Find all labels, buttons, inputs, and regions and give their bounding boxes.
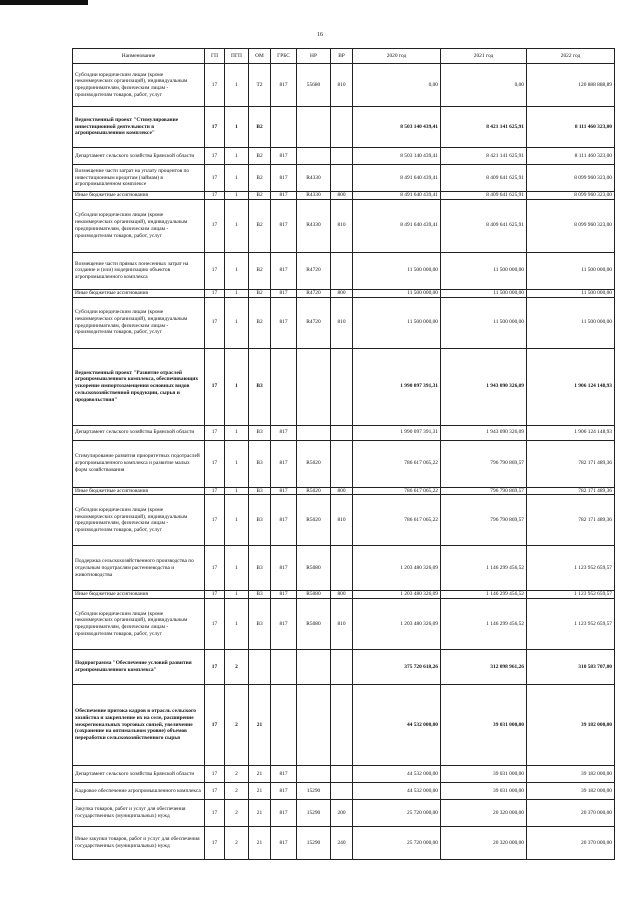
- code-cell: 817: [271, 800, 297, 827]
- code-cell: 817: [271, 148, 297, 165]
- column-header: ОМ: [249, 49, 271, 64]
- table-row: [73, 766, 615, 783]
- code-cell: 817: [271, 591, 297, 599]
- amount-cell: 44 532 000,00: [353, 783, 441, 800]
- table-row: [73, 800, 615, 827]
- amount-cell: 312 098 961,26: [441, 650, 527, 685]
- amount-cell: 25 720 000,00: [353, 827, 441, 860]
- row-name-cell: Субсидии юридическим лицам (кроме некоммерческих организаций), индивидуальным предпринимателям, физическим лицам - производителям товаров, работ, услуг: [73, 599, 205, 650]
- code-cell: 17: [205, 827, 225, 860]
- code-cell: [271, 685, 297, 766]
- code-cell: 1: [225, 107, 249, 148]
- amount-cell: 1 123 952 659,57: [527, 599, 615, 650]
- amount-cell: 1 146 299 456,52: [441, 599, 527, 650]
- code-cell: 17: [205, 64, 225, 107]
- amount-cell: 8 111 460 323,00: [527, 107, 615, 148]
- code-cell: 17: [205, 599, 225, 650]
- amount-cell: 11 500 000,00: [353, 252, 441, 289]
- amount-cell: 1 943 090 326,09: [441, 348, 527, 425]
- code-cell: 817: [271, 827, 297, 860]
- code-cell: R4720: [297, 289, 331, 297]
- table-row: [73, 107, 615, 148]
- code-cell: 17: [205, 252, 225, 289]
- table-header-row: [73, 49, 615, 64]
- code-cell: [331, 783, 353, 800]
- column-header: ГРБС: [271, 49, 297, 64]
- amount-cell: 796 790 869,57: [441, 440, 527, 487]
- code-cell: 817: [271, 64, 297, 107]
- column-header: НР: [297, 49, 331, 64]
- code-cell: 1: [225, 199, 249, 252]
- table-row: [73, 827, 615, 860]
- row-name-cell: Департамент сельского хозяйства Брянской области: [73, 425, 205, 440]
- row-name-cell: Субсидии юридическим лицам (кроме некоммерческих организаций), индивидуальным предпринимателям, физическим лицам - производителям товаров, работ, услуг: [73, 495, 205, 546]
- code-cell: В2: [249, 165, 271, 192]
- code-cell: 817: [271, 766, 297, 783]
- code-cell: 17: [205, 685, 225, 766]
- amount-cell: 20 320 000,00: [441, 827, 527, 860]
- code-cell: 21: [249, 800, 271, 827]
- code-cell: 817: [271, 440, 297, 487]
- code-cell: В2: [249, 297, 271, 348]
- code-cell: 17: [205, 766, 225, 783]
- row-name-cell: Иные бюджетные ассигнования: [73, 487, 205, 495]
- code-cell: 800: [331, 289, 353, 297]
- code-cell: 817: [271, 192, 297, 200]
- column-header: Наименование: [73, 49, 205, 64]
- table-row: [73, 348, 615, 425]
- table-row: [73, 599, 615, 650]
- code-cell: 1: [225, 440, 249, 487]
- code-cell: 817: [271, 783, 297, 800]
- table-row: [73, 297, 615, 348]
- code-cell: 810: [331, 199, 353, 252]
- code-cell: В2: [249, 107, 271, 148]
- code-cell: 17: [205, 440, 225, 487]
- code-cell: R5080: [297, 599, 331, 650]
- code-cell: 15290: [297, 800, 331, 827]
- code-cell: [297, 766, 331, 783]
- code-cell: 1: [225, 599, 249, 650]
- code-cell: 17: [205, 297, 225, 348]
- table-row: [73, 546, 615, 591]
- table-row: [73, 252, 615, 289]
- amount-cell: 782 171 489,36: [527, 487, 615, 495]
- amount-cell: 39 031 000,00: [441, 783, 527, 800]
- amount-cell: 20 320 000,00: [441, 800, 527, 827]
- amount-cell: 0,00: [441, 64, 527, 107]
- code-cell: 817: [271, 425, 297, 440]
- amount-cell: 8 111 460 323,00: [527, 148, 615, 165]
- amount-cell: 11 500 000,00: [527, 252, 615, 289]
- amount-cell: 39 031 000,00: [441, 685, 527, 766]
- amount-cell: 8 491 640 439,41: [353, 165, 441, 192]
- code-cell: 1: [225, 252, 249, 289]
- amount-cell: 1 123 952 659,57: [527, 591, 615, 599]
- code-cell: [271, 348, 297, 425]
- row-name-cell: Возмещение части затрат на уплату процентов по инвестиционным кредитам (займам) в агропромышленном комплексе: [73, 165, 205, 192]
- code-cell: 1: [225, 348, 249, 425]
- code-cell: [331, 165, 353, 192]
- code-cell: В2: [249, 148, 271, 165]
- amount-cell: 11 500 000,00: [527, 297, 615, 348]
- code-cell: [331, 440, 353, 487]
- code-cell: 2: [225, 783, 249, 800]
- row-name-cell: Иные бюджетные ассигнования: [73, 289, 205, 297]
- code-cell: 2: [225, 650, 249, 685]
- code-cell: [331, 148, 353, 165]
- code-cell: [331, 766, 353, 783]
- amount-cell: 20 370 000,00: [527, 800, 615, 827]
- row-name-cell: Субсидии юридическим лицам (кроме некоммерческих организаций), индивидуальным предпринимателям, физическим лицам - производителям товаров, работ, услуг: [73, 297, 205, 348]
- amount-cell: 8 503 140 439,41: [353, 148, 441, 165]
- table-row: [73, 289, 615, 297]
- code-cell: В3: [249, 425, 271, 440]
- row-name-cell: Департамент сельского хозяйства Брянской области: [73, 766, 205, 783]
- code-cell: 2: [225, 800, 249, 827]
- code-cell: R4330: [297, 192, 331, 200]
- amount-cell: 1 990 097 391,31: [353, 348, 441, 425]
- code-cell: 817: [271, 165, 297, 192]
- code-cell: 21: [249, 827, 271, 860]
- table-row: [73, 64, 615, 107]
- code-cell: 817: [271, 252, 297, 289]
- code-cell: 55680: [297, 64, 331, 107]
- amount-cell: 39 182 000,00: [527, 766, 615, 783]
- amount-cell: 1 990 097 391,31: [353, 425, 441, 440]
- code-cell: [331, 252, 353, 289]
- code-cell: 810: [331, 599, 353, 650]
- row-name-cell: Поддержка сельскохозяйственного производства по отдельным подотраслям растениеводства и животноводства: [73, 546, 205, 591]
- code-cell: 17: [205, 348, 225, 425]
- amount-cell: 120 888 888,89: [527, 64, 615, 107]
- amount-cell: 20 370 000,00: [527, 827, 615, 860]
- amount-cell: 11 500 000,00: [527, 289, 615, 297]
- code-cell: 17: [205, 800, 225, 827]
- amount-cell: 8 099 960 323,00: [527, 199, 615, 252]
- amount-cell: 786 617 065,22: [353, 495, 441, 546]
- code-cell: 817: [271, 199, 297, 252]
- amount-cell: 8 099 960 323,00: [527, 165, 615, 192]
- code-cell: В3: [249, 487, 271, 495]
- code-cell: 17: [205, 591, 225, 599]
- code-cell: 240: [331, 827, 353, 860]
- amount-cell: 8 491 640 439,41: [353, 199, 441, 252]
- code-cell: 817: [271, 599, 297, 650]
- code-cell: 817: [271, 495, 297, 546]
- code-cell: 1: [225, 425, 249, 440]
- code-cell: 21: [249, 685, 271, 766]
- table-row: [73, 192, 615, 200]
- code-cell: [297, 107, 331, 148]
- amount-cell: 796 790 869,57: [441, 487, 527, 495]
- code-cell: 800: [331, 192, 353, 200]
- table-row: [73, 165, 615, 192]
- amount-cell: 796 790 869,57: [441, 495, 527, 546]
- code-cell: 1: [225, 297, 249, 348]
- amount-cell: 1 203 480 326,09: [353, 546, 441, 591]
- code-cell: В2: [249, 199, 271, 252]
- amount-cell: 11 500 000,00: [441, 297, 527, 348]
- amount-cell: 786 617 065,22: [353, 487, 441, 495]
- code-cell: 17: [205, 192, 225, 200]
- code-cell: 17: [205, 487, 225, 495]
- budget-table: [72, 48, 615, 860]
- code-cell: 1: [225, 546, 249, 591]
- code-cell: 17: [205, 199, 225, 252]
- amount-cell: 44 532 000,00: [353, 685, 441, 766]
- amount-cell: 11 500 000,00: [441, 252, 527, 289]
- table-row: [73, 487, 615, 495]
- code-cell: 17: [205, 107, 225, 148]
- amount-cell: 1 203 480 326,09: [353, 599, 441, 650]
- table-row: [73, 591, 615, 599]
- row-name-cell: Закупка товаров, работ и услуг для обеспечения государственных (муниципальных) нужд: [73, 800, 205, 827]
- code-cell: 1: [225, 591, 249, 599]
- code-cell: [297, 425, 331, 440]
- table-row: [73, 495, 615, 546]
- table-row: [73, 199, 615, 252]
- code-cell: [271, 107, 297, 148]
- row-name-cell: Субсидии юридическим лицам (кроме некоммерческих организаций), индивидуальным предпринимателям, физическим лицам - производителям товаров, работ, услуг: [73, 64, 205, 107]
- amount-cell: 1 906 124 148,93: [527, 425, 615, 440]
- code-cell: R5020: [297, 440, 331, 487]
- amount-cell: 1 906 124 148,93: [527, 348, 615, 425]
- code-cell: R4330: [297, 165, 331, 192]
- top-edge-bar: [0, 0, 88, 5]
- amount-cell: 782 171 489,36: [527, 440, 615, 487]
- code-cell: 1: [225, 495, 249, 546]
- code-cell: 17: [205, 495, 225, 546]
- table-row: [73, 148, 615, 165]
- code-cell: 2: [225, 685, 249, 766]
- amount-cell: 8 491 640 439,41: [353, 192, 441, 200]
- column-header: 2020 год: [353, 49, 441, 64]
- amount-cell: 39 182 000,00: [527, 783, 615, 800]
- code-cell: 1: [225, 64, 249, 107]
- amount-cell: 25 720 000,00: [353, 800, 441, 827]
- code-cell: 21: [249, 766, 271, 783]
- amount-cell: 0,00: [353, 64, 441, 107]
- page-number: 16: [317, 32, 323, 38]
- row-name-cell: Иные закупки товаров, работ и услуг для обеспечения государственных (муниципальных) нужд: [73, 827, 205, 860]
- code-cell: 817: [271, 289, 297, 297]
- code-cell: 1: [225, 165, 249, 192]
- code-cell: 17: [205, 546, 225, 591]
- code-cell: 17: [205, 783, 225, 800]
- code-cell: 800: [331, 487, 353, 495]
- code-cell: В2: [249, 192, 271, 200]
- row-name-cell: Департамент сельского хозяйства Брянской области: [73, 148, 205, 165]
- row-name-cell: Иные бюджетные ассигнования: [73, 591, 205, 599]
- amount-cell: 8 421 141 625,91: [441, 148, 527, 165]
- amount-cell: 8 099 960 323,00: [527, 192, 615, 200]
- table-row: [73, 783, 615, 800]
- amount-cell: 310 583 707,00: [527, 650, 615, 685]
- code-cell: 17: [205, 650, 225, 685]
- amount-cell: 11 500 000,00: [353, 297, 441, 348]
- code-cell: В3: [249, 599, 271, 650]
- code-cell: R5020: [297, 495, 331, 546]
- amount-cell: 8 409 641 625,91: [441, 192, 527, 200]
- code-cell: [331, 650, 353, 685]
- code-cell: В3: [249, 546, 271, 591]
- code-cell: R5080: [297, 591, 331, 599]
- amount-cell: 375 720 618,26: [353, 650, 441, 685]
- amount-cell: 11 500 000,00: [441, 289, 527, 297]
- code-cell: В2: [249, 289, 271, 297]
- amount-cell: 8 503 140 439,41: [353, 107, 441, 148]
- amount-cell: 1 943 090 326,09: [441, 425, 527, 440]
- code-cell: 810: [331, 297, 353, 348]
- code-cell: 17: [205, 289, 225, 297]
- code-cell: В3: [249, 591, 271, 599]
- amount-cell: 1 146 299 456,52: [441, 546, 527, 591]
- amount-cell: 11 500 000,00: [353, 289, 441, 297]
- amount-cell: 786 617 065,22: [353, 440, 441, 487]
- code-cell: 817: [271, 297, 297, 348]
- amount-cell: 8 421 141 625,91: [441, 107, 527, 148]
- code-cell: R4330: [297, 199, 331, 252]
- code-cell: [331, 107, 353, 148]
- code-cell: 1: [225, 289, 249, 297]
- amount-cell: 39 031 000,00: [441, 766, 527, 783]
- amount-cell: 1 203 480 326,09: [353, 591, 441, 599]
- row-name-cell: Возмещение части прямых понесенных затрат на создание и (или) модернизацию объектов агропромышленного комплекса: [73, 252, 205, 289]
- row-name-cell: Стимулирование развития приоритетных подотраслей агропромышленного комплекса и развитие малых форм хозяйствования: [73, 440, 205, 487]
- amount-cell: 8 409 641 625,91: [441, 199, 527, 252]
- code-cell: 15290: [297, 783, 331, 800]
- amount-cell: 44 532 000,00: [353, 766, 441, 783]
- amount-cell: 1 146 299 456,52: [441, 591, 527, 599]
- code-cell: В3: [249, 440, 271, 487]
- amount-cell: 8 409 641 625,91: [441, 165, 527, 192]
- code-cell: [249, 650, 271, 685]
- row-name-cell: Ведомственный проект "Стимулирование инвестиционной деятельности в агропромышленном комплексе": [73, 107, 205, 148]
- code-cell: 1: [225, 192, 249, 200]
- code-cell: 1: [225, 148, 249, 165]
- row-name-cell: Иные бюджетные ассигнования: [73, 192, 205, 200]
- code-cell: 17: [205, 148, 225, 165]
- code-cell: R5020: [297, 487, 331, 495]
- code-cell: 1: [225, 487, 249, 495]
- code-cell: [331, 546, 353, 591]
- code-cell: 17: [205, 425, 225, 440]
- code-cell: 17: [205, 165, 225, 192]
- row-name-cell: Подпрограмма "Обеспечение условий развития агропромышленного комплекса": [73, 650, 205, 685]
- code-cell: [297, 348, 331, 425]
- table-row: [73, 440, 615, 487]
- column-header: ВР: [331, 49, 353, 64]
- code-cell: 817: [271, 546, 297, 591]
- row-name-cell: Обеспечение притока кадров в отрасль сельского хозяйства и закрепление их на селе, расширение межрегиональных торговых связей, увеличение (сохранение на оптимальном уровне) объемов переработки сельскохозяйственного сырья: [73, 685, 205, 766]
- code-cell: 15290: [297, 827, 331, 860]
- row-name-cell: Кадровое обеспечение агропромышленного комплекса: [73, 783, 205, 800]
- amount-cell: 39 182 000,00: [527, 685, 615, 766]
- code-cell: 800: [331, 591, 353, 599]
- column-header: 2022 год: [527, 49, 615, 64]
- code-cell: R5080: [297, 546, 331, 591]
- code-cell: В2: [249, 252, 271, 289]
- code-cell: 200: [331, 800, 353, 827]
- code-cell: 2: [225, 827, 249, 860]
- table-row: [73, 425, 615, 440]
- code-cell: 21: [249, 783, 271, 800]
- code-cell: [297, 650, 331, 685]
- code-cell: 2: [225, 766, 249, 783]
- code-cell: 817: [271, 487, 297, 495]
- code-cell: [297, 148, 331, 165]
- code-cell: [331, 425, 353, 440]
- code-cell: [331, 685, 353, 766]
- code-cell: [331, 348, 353, 425]
- code-cell: Т2: [249, 64, 271, 107]
- code-cell: R4720: [297, 252, 331, 289]
- amount-cell: 1 123 952 659,57: [527, 546, 615, 591]
- row-name-cell: Ведомственный проект "Развитие отраслей агропромышленного комплекса, обеспечивающих ускорение импортозамещения основных видов сельскохозяйственной продукции, сырья и продовольствия": [73, 348, 205, 425]
- table-row: [73, 650, 615, 685]
- code-cell: 810: [331, 495, 353, 546]
- code-cell: 810: [331, 64, 353, 107]
- column-header: 2021 год: [441, 49, 527, 64]
- code-cell: В3: [249, 495, 271, 546]
- table-row: [73, 685, 615, 766]
- code-cell: [271, 650, 297, 685]
- amount-cell: 782 171 489,36: [527, 495, 615, 546]
- row-name-cell: Субсидии юридическим лицам (кроме некоммерческих организаций), индивидуальным предпринимателям, физическим лицам - производителям товаров, работ, услуг: [73, 199, 205, 252]
- code-cell: R4720: [297, 297, 331, 348]
- code-cell: В3: [249, 348, 271, 425]
- column-header: ПГП: [225, 49, 249, 64]
- code-cell: [297, 685, 331, 766]
- column-header: ГП: [205, 49, 225, 64]
